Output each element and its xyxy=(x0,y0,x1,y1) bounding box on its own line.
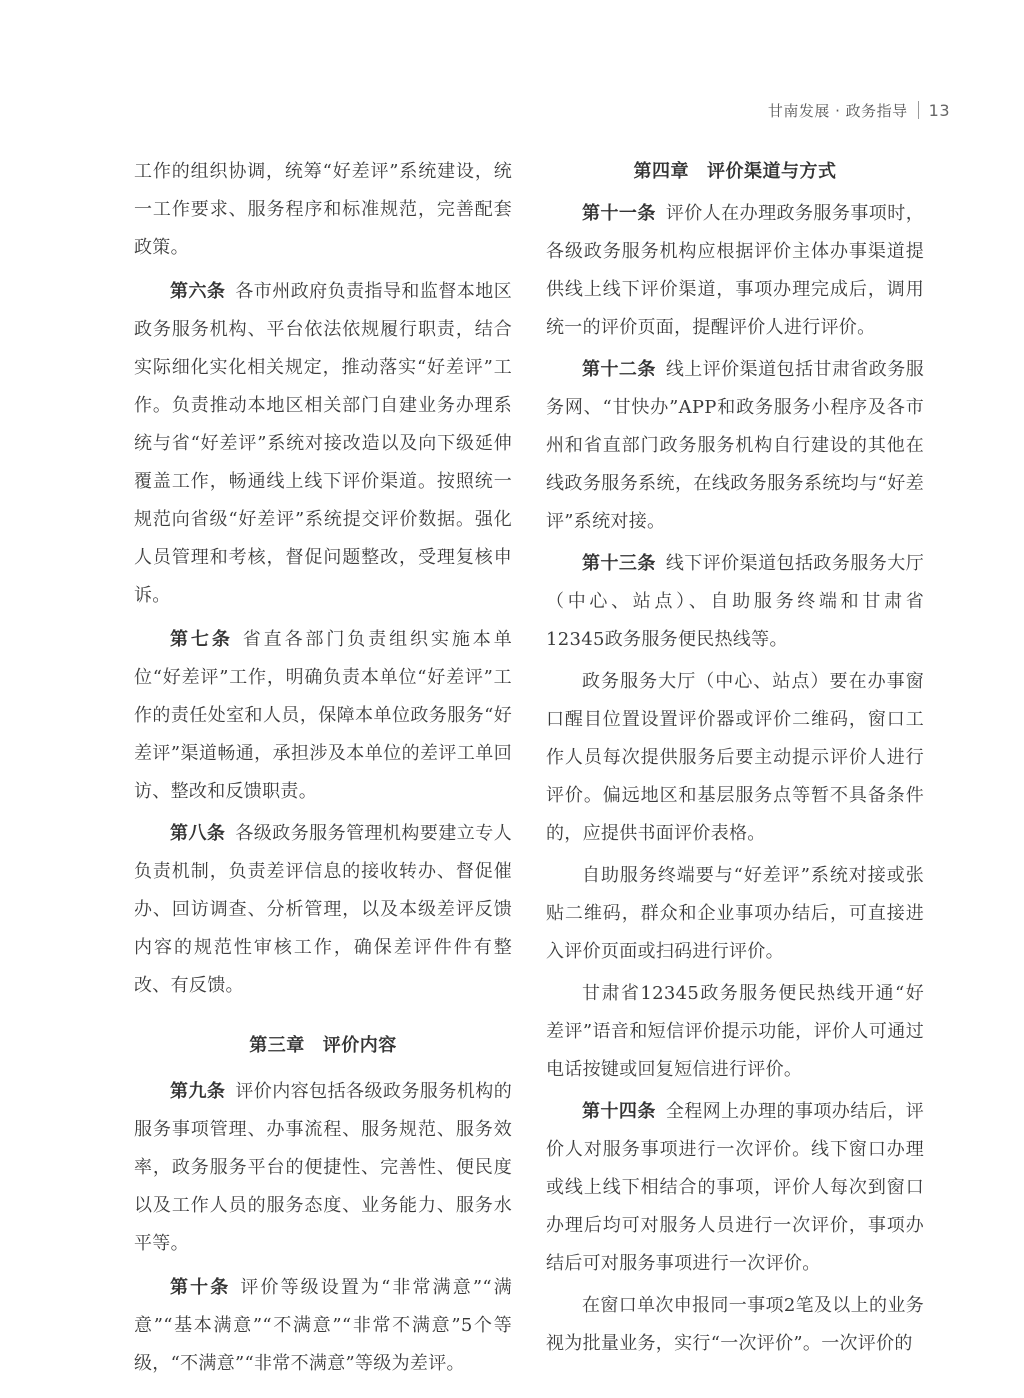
article-6 xyxy=(134,273,512,615)
article-8 xyxy=(134,815,512,1005)
article-8-text: 各级政务服务管理机构要建立专人负责机制，负责差评信息的接收转办、督促催办、回访调查、分析管理，以及本级差评反馈内容的规范性审核工作，确保差评件件有整改、有反馈。 xyxy=(134,823,512,996)
article-13 xyxy=(546,545,924,659)
article-8-label: 第八条 xyxy=(170,823,226,844)
journal-title: 甘南发展 · 政务指导 xyxy=(767,101,908,120)
article-9-text: 评价内容包括各级政务服务机构的服务事项管理、办事流程、服务规范、服务效率，政务服务平台的便捷性、完善性、便民度以及工作人员的服务态度、业务能力、服务水平等。 xyxy=(134,1081,512,1254)
article-13-label: 第十三条 xyxy=(582,553,656,574)
article-13-text: 线下评价渠道包括政务服务大厅（中心、站点）、自助服务终端和甘肃省12345政务服务便民热线等。 xyxy=(546,553,924,650)
paragraph-self-service-kiosk: 自助服务终端要与“好差评”系统对接或张贴二维码，群众和企业事项办结后，可直接进入评价页面或扫码进行评价。 xyxy=(546,865,924,962)
article-14-text: 全程网上办理的事项办结后，评价人对服务事项进行一次评价。线下窗口办理或线上线下相结合的事项，评价人每次到窗口办理后均可对服务人员进行一次评价，事项办结后可对服务事项进行一次评价。 xyxy=(546,1101,924,1274)
chapter-4-number: 第四章 xyxy=(633,161,689,182)
paragraph-12345-hotline: 甘肃省12345政务服务便民热线开通“好差评”语音和短信评价提示功能，评价人可通过电话按键或回复短信进行评价。 xyxy=(546,983,924,1080)
article-7-label: 第七条 xyxy=(170,629,233,650)
article-12 xyxy=(546,351,924,541)
article-6-label: 第六条 xyxy=(170,281,226,302)
article-10 xyxy=(134,1269,512,1383)
left-column xyxy=(134,153,512,1383)
paragraph-batch-business: 在窗口单次申报同一事项2笔及以上的业务视为批量业务，实行“一次评价”。一次评价的 xyxy=(546,1295,924,1354)
article-6-text: 各市州政府负责指导和监督本地区政务服务机构、平台依法依规履行职责，结合实际细化实化相关规定，推动落实“好差评”工作。负责推动本地区相关部门自建业务办理系统与省“好差评”系统对接改造以及向下级延伸覆盖工作，畅通线上线下评价渠道。按照统一规范向省级“好差评”系统提交评价数据。强化人员管理和考核，督促问题整改，受理复核申诉。 xyxy=(134,281,512,606)
article-12-text: 线上评价渠道包括甘肃省政务服务网、“甘快办”APP和政务服务小程序及各市州和省直部门政务服务机构自行建设的其他在线政务服务系统，在线政务服务系统均与“好差评”系统对接。 xyxy=(546,359,924,532)
chapter-3-heading xyxy=(134,1027,512,1065)
article-11-label: 第十一条 xyxy=(582,203,656,224)
article-11 xyxy=(546,195,924,347)
article-7 xyxy=(134,621,512,811)
article-10-label: 第十条 xyxy=(170,1277,231,1298)
chapter-4-heading xyxy=(546,153,924,191)
article-9-label: 第九条 xyxy=(170,1081,226,1102)
chapter-3-title: 评价内容 xyxy=(322,1035,397,1056)
right-column xyxy=(546,153,924,1363)
article-10-text: 评价等级设置为“非常满意”“满意”“基本满意”“不满意”“非常不满意”5个等级，“不满意”“非常不满意”等级为差评。 xyxy=(134,1277,512,1374)
running-head xyxy=(768,98,950,122)
paragraph-service-hall: 政务服务大厅（中心、站点）要在办事窗口醒目位置设置评价器或评价二维码，窗口工作人员每次提供服务后要主动提示评价人进行评价。偏远地区和基层服务点等暂不具备条件的，应提供书面评价表格。 xyxy=(546,671,924,844)
article-11-text: 评价人在办理政务服务事项时，各级政务服务机构应根据评价主体办事渠道提供线上线下评价渠道，事项办理完成后，调用统一的评价页面，提醒评价人进行评价。 xyxy=(546,203,924,338)
chapter-4-title: 评价渠道与方式 xyxy=(707,161,837,182)
header-divider xyxy=(918,101,919,119)
paragraph-continued: 工作的组织协调，统筹“好差评”系统建设，统一工作要求、服务程序和标准规范，完善配套政策。 xyxy=(134,161,512,258)
page-number: 13 xyxy=(928,100,950,120)
article-14 xyxy=(546,1093,924,1283)
article-9 xyxy=(134,1073,512,1263)
article-14-label: 第十四条 xyxy=(582,1101,656,1122)
article-12-label: 第十二条 xyxy=(582,359,656,380)
chapter-3-number: 第三章 xyxy=(249,1035,305,1056)
article-7-text: 省直各部门负责组织实施本单位“好差评”工作，明确负责本单位“好差评”工作的责任处室和人员，保障本单位政务服务“好差评”渠道畅通，承担涉及本单位的差评工单回访、整改和反馈职责。 xyxy=(134,629,512,802)
